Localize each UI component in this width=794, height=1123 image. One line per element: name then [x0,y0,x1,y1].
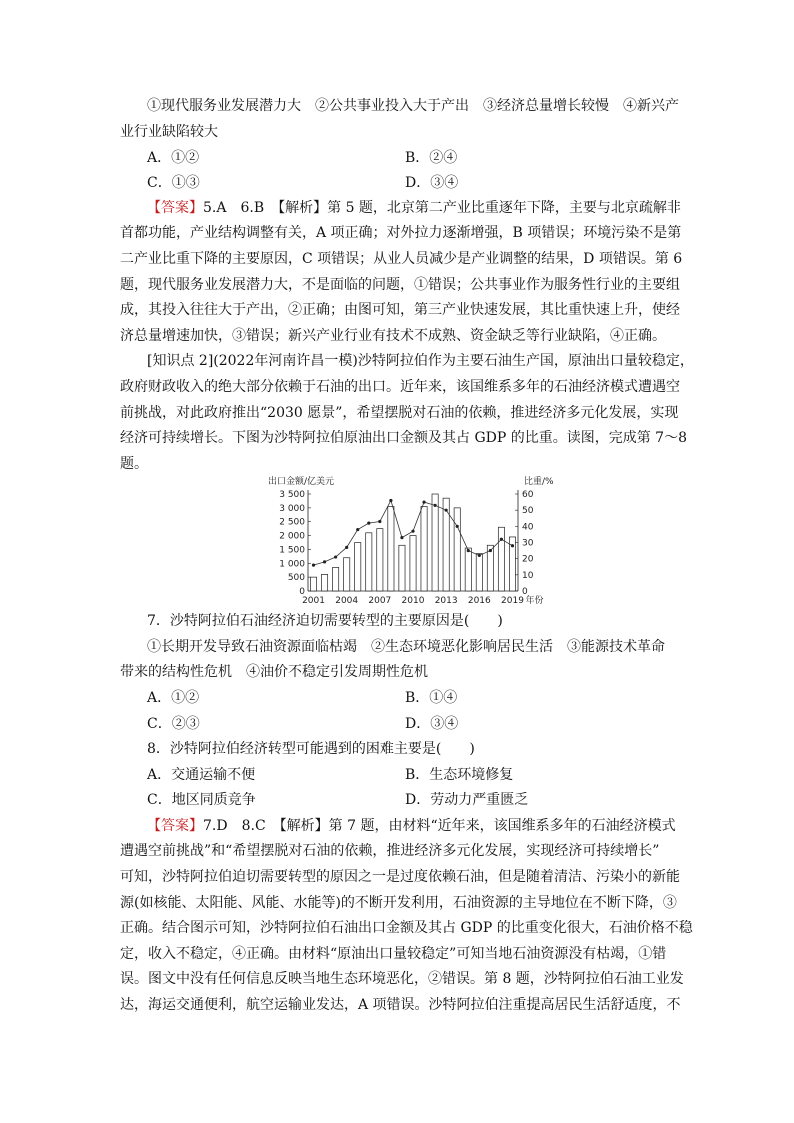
intro-line3: 前挑战，对此政府推出“2030 愿景”，希望摆脱对石油的依赖，推进经济多元化发展，实现 [120,405,679,421]
q7-choice-d: D．③④ [405,716,459,732]
answer2-line5: 正确。结合图示可知，沙特阿拉伯石油出口金额及其占 GDP 的比重变化很大，石油价格不稳 [120,920,693,936]
gdp-share-point [434,504,437,507]
export-bar [377,529,383,591]
export-bar [399,545,405,591]
y2-tick-label: 0 [522,587,528,597]
x-tick-label: 2013 [434,596,458,606]
answer2-line6: 定，收入不稳定，④正确。由材料“原油出口量较稳定”可知当地石油资源没有枯竭，①错 [120,946,667,962]
gdp-share-point [422,500,425,503]
answer1-line6: 济总量增速加快，③错误；新兴产业行业有技术不成熟、资金缺乏等行业缺陷，④正确。 [120,328,666,344]
answer1-line3: 二产业比重下降的主要原因，C 项错误；从业人员减少是产业调整的结果，D 项错误。第 6 [120,251,683,267]
y2-tick-label: 20 [522,554,534,565]
q6-choice-b: B．②④ [405,150,458,166]
answer1-tag: 【答案】 [147,200,203,216]
intro-line1: [知识点 2](2022年河南许昌一模)沙特阿拉伯作为主要石油生产国，原油出口量较稳定， [147,353,694,369]
y-tick-label: 3 000 [279,503,305,514]
export-bar [366,533,372,591]
gdp-share-point [367,522,370,525]
gdp-share-point [456,525,459,528]
answer2-line8: 达，海运交通便利，航空运输业发达，A 项错误。沙特阿拉伯注重提高居民生活舒适度，不 [120,997,681,1013]
y2-tick-label: 10 [522,570,534,581]
answer2-line2: 遭遇空前挑战”和“希望摆脱对石油的依赖，推进经济多元化发展，实现经济可持续增长” [120,843,660,859]
gdp-share-point [345,546,348,549]
export-bar [498,527,504,591]
x-tick-label: 2010 [401,596,425,606]
q8-stem: 8．沙特阿拉伯经济转型可能遇到的困难主要是( ) [147,741,475,757]
answer2-line7: 误。图文中没有任何信息反映当地生态环境恶化，②错误。第 8 题，沙特阿拉伯石油工业发 [120,971,684,987]
y2-tick-label: 50 [522,506,534,517]
intro-line5: 题。 [120,456,148,472]
gdp-share-point [489,549,492,552]
q8-choice-d: D．劳动力严重匮乏 [405,792,529,808]
x-tick-label: 2001 [302,596,325,606]
export-bar [465,548,471,591]
q6-options-line1: ①现代服务业发展潜力大 ②公共事业投入大于产出 ③经济总量增长较慢 ④新兴产 [147,98,679,114]
y2-tick-label: 30 [522,538,534,549]
y-tick-label: 2 000 [279,531,305,542]
y-tick-label: 0 [299,587,305,597]
y-tick-label: 3 500 [279,490,305,500]
answer2-line4: 源(如核能、太阳能、风能、水能等)的不断开发利用，石油资源的主导地位在不断下降，③ [120,895,677,911]
gdp-share-point [411,530,414,533]
export-bar [344,558,350,591]
q7-options-line1: ①长期开发导致石油资源面临枯竭 ②生态环境恶化影响居民生活 ③能源技术革命 [147,639,665,655]
gdp-share-point [356,528,359,531]
export-bar [476,554,482,591]
export-bar [432,494,438,591]
export-bar [321,574,327,591]
answer1-line4: 题，现代服务业发展潜力大，不是面临的问题，①错误；公共事业作为服务性行业的主要组 [120,277,680,293]
q7-stem: 7．沙特阿拉伯石油经济迫切需要转型的主要原因是( ) [147,613,503,629]
gdp-share-point [389,499,392,502]
answer2-tag: 【答案】 [147,818,203,834]
gdp-share-point [511,544,514,547]
x-tick-label: 2004 [335,596,359,606]
x-tick-label: 2016 [467,596,491,606]
chart-bars [310,494,515,591]
gdp-share-point [312,564,315,567]
y-tick-label: 500 [287,573,305,584]
intro-line4: 经济可持续增长。下图为沙特阿拉伯原油出口金额及其占 GDP 的比重。读图，完成第 7～8 [120,430,687,446]
export-bar [443,498,449,591]
gdp-share-point [400,536,403,539]
export-bar [388,506,394,591]
export-bar [410,536,416,591]
chart-y2label: 比重/% [524,477,554,487]
gdp-share-point [467,549,470,552]
q6-choice-c: C．①③ [147,175,200,191]
gdp-share-point [445,509,448,512]
y2-tick-label: 40 [522,522,534,533]
answer2-line3: 可知，沙特阿拉伯迫切需要转型的原因之一是过度依赖石油，但是随着清洁、污染小的新能 [120,869,680,885]
gdp-share-point [323,560,326,563]
x-tick-label: 2019 [501,596,524,606]
q7-options-line2: 带来的结构性危机 ④油价不稳定引发周期性危机 [120,664,428,680]
answer2-line1 [147,816,676,836]
chart-ylabel: 出口金额/亿美元 [268,477,335,487]
q8-choice-b: B．生态环境修复 [405,767,514,783]
y-tick-label: 2 500 [279,517,305,528]
y-tick-label: 1 000 [279,559,305,570]
oil-export-chart [262,472,582,614]
gdp-share-point [378,520,381,523]
gdp-share-point [478,554,481,557]
answer1-line1 [147,198,681,218]
x-tick-label: 2007 [368,596,392,606]
q6-options-line2: 业行业缺陷较大 [120,124,218,140]
q7-choice-b: B．①④ [405,690,458,706]
answer1-line1-text: 5.A 6.B 【解析】第 5 题，北京第二产业比重逐年下降，主要与北京疏解非 [203,200,681,216]
export-bar [454,508,460,591]
intro-line2: 政府财政收入的绝大部分依赖于石油的出口。近年来，该国维系多年的石油经济模式遭遇空 [120,379,680,395]
q6-choice-a: A．①② [147,150,200,166]
export-bar [333,567,339,591]
y2-tick-label: 60 [522,490,534,500]
gdp-share-point [334,555,337,558]
y-tick-label: 1 500 [279,545,305,556]
q8-choice-c: C．地区同质竞争 [147,792,256,808]
q6-choice-d: D．③④ [405,175,459,191]
export-bar [310,577,316,591]
q7-choice-a: A．①② [147,690,200,706]
answer1-line2: 首都功能，产业结构调整有关，A 项正确；对外拉力逐渐增强，B 项错误；环境污染不是第 [120,225,682,241]
export-bar [355,543,361,592]
answer1-line5: 成，其投入往往大于产出，②正确；由图可知，第三产业快速发展，其比重快速上升，使经 [120,302,680,318]
gdp-share-point [500,538,503,541]
q8-choice-a: A．交通运输不便 [147,767,256,783]
export-bar [421,506,427,591]
q7-choice-c: C．②③ [147,716,200,732]
answer2-line1-text: 7.D 8.C 【解析】第 7 题，由材料“近年来，该国维系多年的石油经济模式 [203,818,676,834]
x-axis-suffix: 年份 [525,596,544,606]
